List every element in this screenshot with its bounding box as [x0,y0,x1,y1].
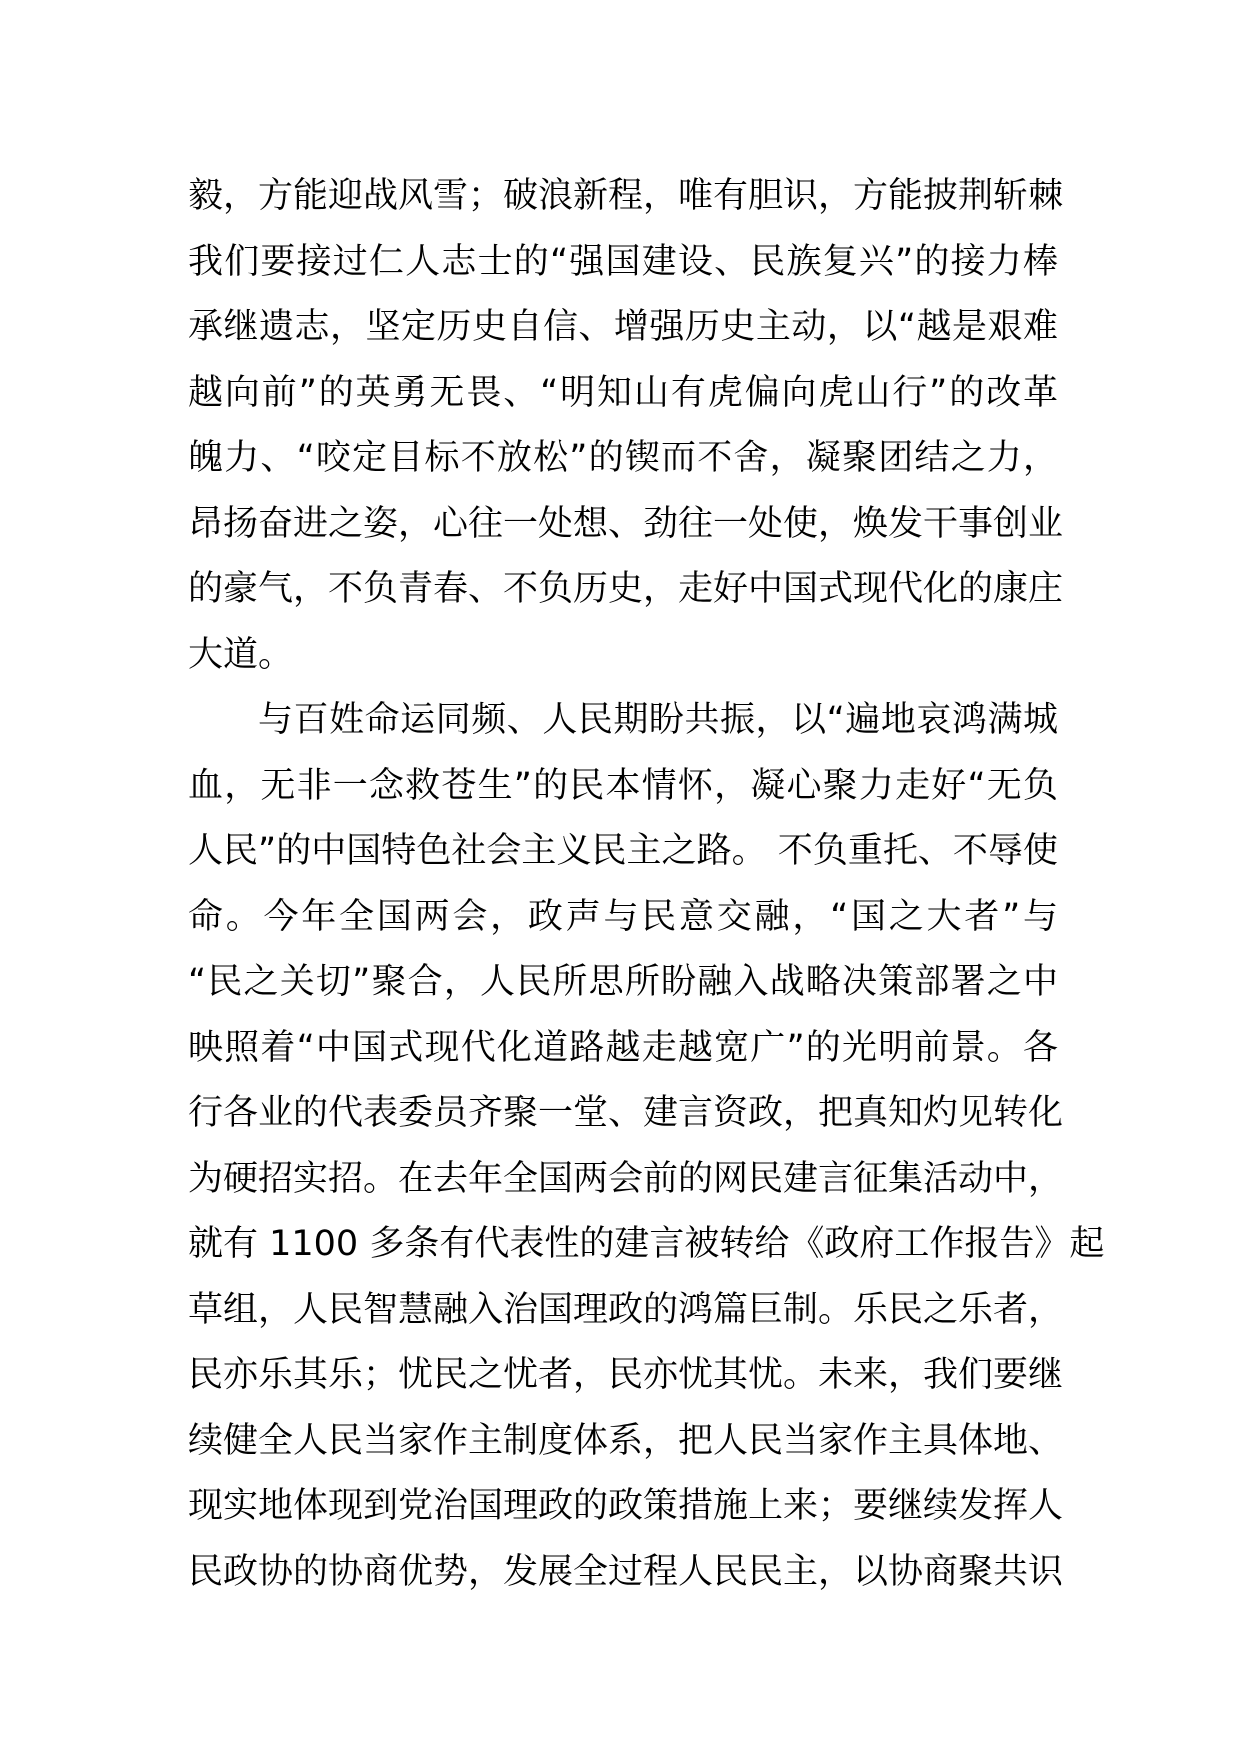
text-line: 魄力、“咬定目标不放松”的锲而不舍，凝聚团结之力， [188,438,1058,478]
text-line: 承继遗志，坚定历史自信、增强历史主动，以“越是艰难 [188,307,1058,347]
text-line: 草组，人民智慧融入治国理政的鸿篇巨制。乐民之乐者， [188,1289,1064,1330]
text-line: 血，无非一念救苍生”的民本情怀，凝心聚力走好“无负 [188,765,1058,806]
text-line: “民之关切”聚合，人民所思所盼融入战略决策部署之中 [188,962,1058,1002]
text-line: 现实地体现到党治国理政的政策措施上来；要继续发挥人 [188,1486,1064,1526]
body-text [188,164,1105,1605]
paragraph-end-line: 大道。 [188,634,294,675]
text-line: 续健全人民当家作主制度体系，把人民当家作主具体地、 [188,1420,1064,1461]
text-line: 的豪气，不负青春、不负历史，走好中国式现代化的康庄 [188,569,1064,609]
text-line: 民政协的协商优势，发展全过程人民民主，以协商聚共识 [188,1551,1064,1592]
text-line: 毅，方能迎战风雪；破浪新程，唯有胆识，方能披荆斩棘 [188,176,1064,216]
text-line: 民亦乐其乐；忧民之忧者，民亦忧其忧。未来，我们要继 [188,1355,1064,1395]
paragraph-first-line: 与百姓命运同频、人民期盼共振，以“遍地哀鸿满城 [258,700,1058,740]
text-line: 命。今年全国两会，政声与民意交融，“国之大者”与 [188,896,1058,937]
text-line: 为硬招实招。在去年全国两会前的网民建言征集活动中， [188,1158,1064,1199]
text-line: 昂扬奋进之姿，心往一处想、劲往一处使，焕发干事创业 [188,503,1064,544]
text-line: 越向前”的英勇无畏、“明知山有虎偏向虎山行”的改革 [188,372,1058,413]
text-line: 行各业的代表委员齐聚一堂、建言资政，把真知灼见转化 [188,1093,1064,1133]
text-line: 映照着“中国式现代化道路越走越宽广”的光明前景。各 [188,1027,1058,1068]
text-line: 就有 1100 多条有代表性的建言被转给《政府工作报告》起 [188,1224,1105,1264]
text-line: 我们要接过仁人志士的“强国建设、民族复兴”的接力棒 [188,241,1058,282]
text-line: 人民”的中国特色社会主义民主之路。 不负重托、不辱使 [188,831,1058,871]
